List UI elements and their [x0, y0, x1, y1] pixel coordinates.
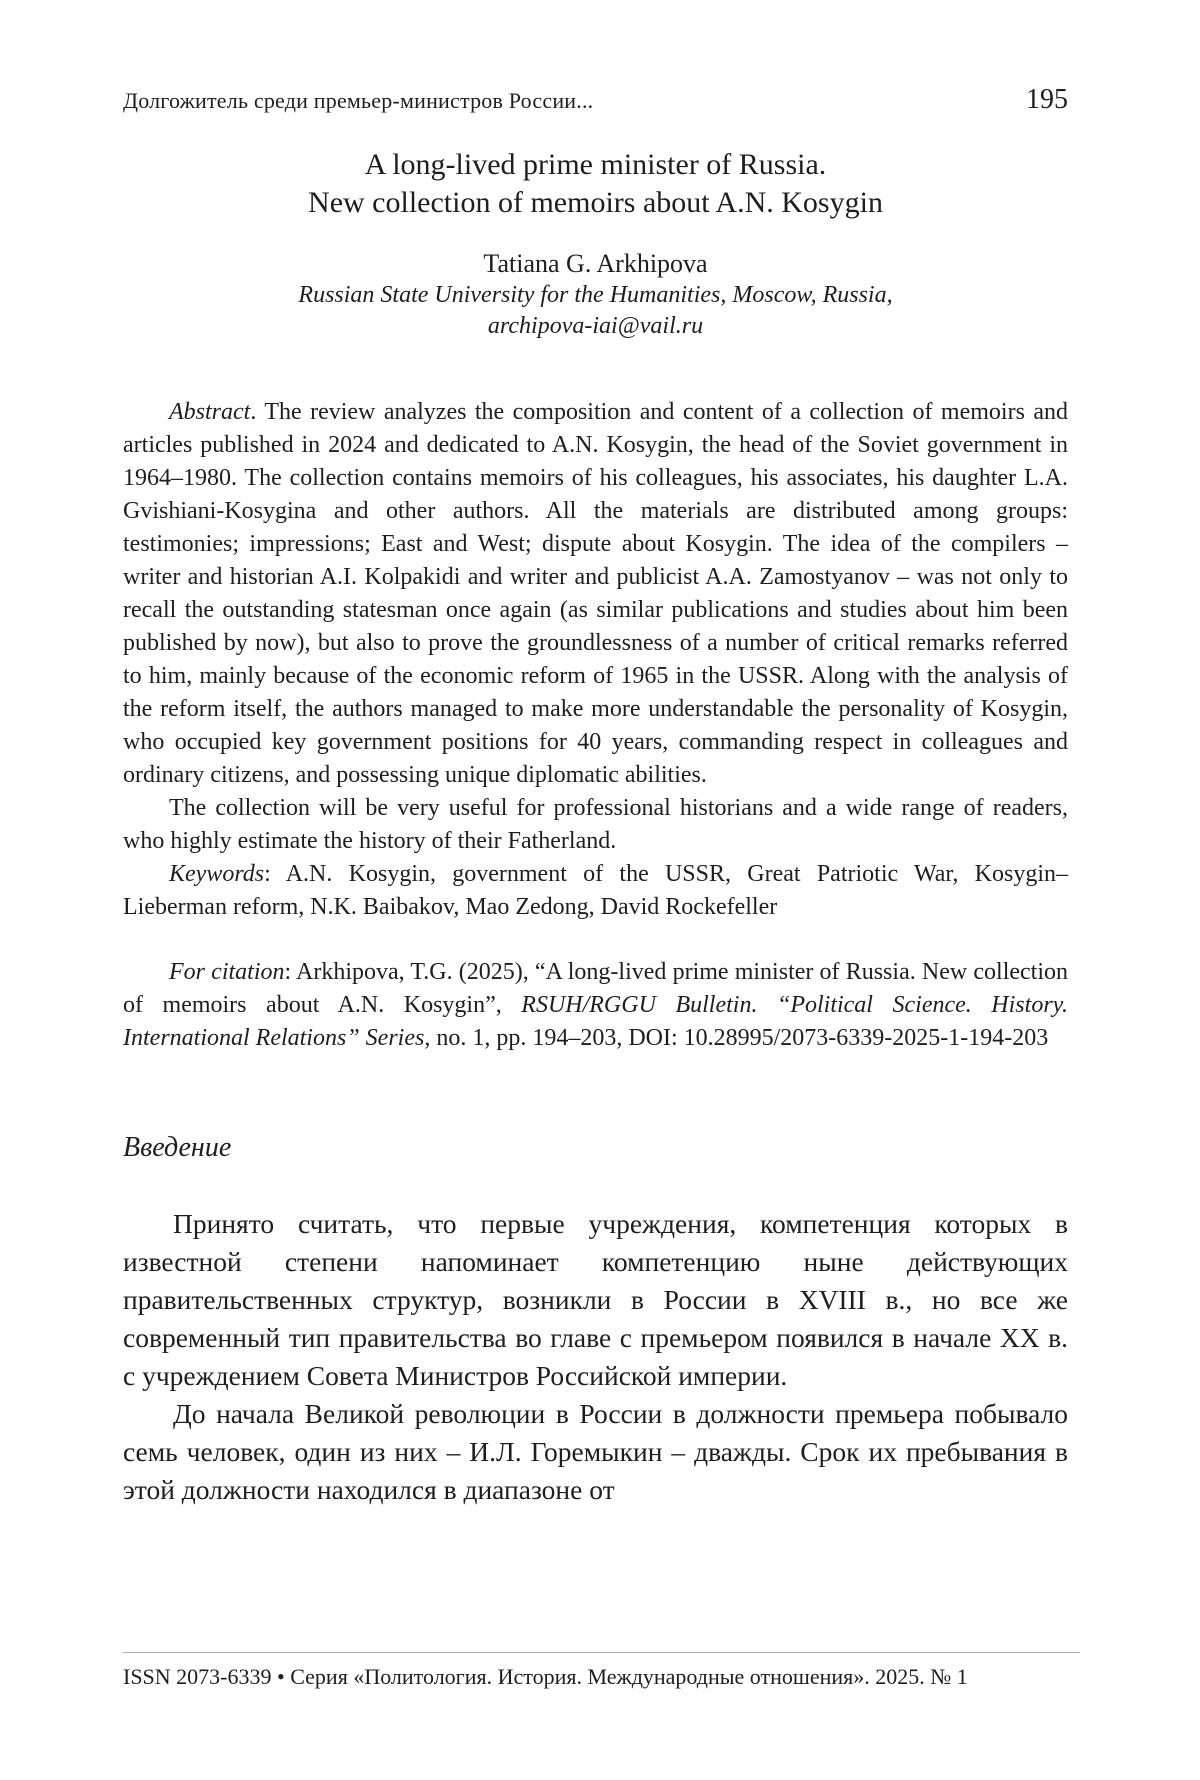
abstract-block	[123, 396, 1068, 924]
abstract-text: . The review analyzes the composition and content of a collection of memoirs and articles published in 2024 and dedicated to A.N. Kosygin, the head of the Soviet government in 1964–1980. The collection contains memoirs of his colleagues, his associates, his daughter L.A. Gvishiani-Kosygina and other authors. All the materials are distributed among groups: testimonies; impressions; East and West; dispute about Kosygin. The idea of the compilers – writer and historian A.I. Kolpakidi and writer and publicist A.A. Zamostyanov – was not only to recall the outstanding statesman once again (as similar publications and studies about him been published by now), but also to prove the groundlessness of a number of critical remarks referred to him, mainly because of the economic reform of 1965 in the USSR. Along with the analysis of the reform itself, the authors managed to make more understandable the personality of Kosygin, who occupied key government positions for 40 years, commanding respect in colleagues and ordinary citizens, and possessing unique diplomatic abilities.	[123, 399, 1068, 788]
article-title-line1: A long-lived prime minister of Russia.	[364, 148, 827, 181]
footer-text: ISSN 2073-6339 • Серия «Политология. История. Международные отношения». 2025. № 1	[123, 1664, 968, 1689]
article-title	[123, 146, 1068, 222]
citation-journal-title: RSUH/RGGU Bulletin. “Political Science. History. International Relations” Series	[123, 992, 1068, 1051]
citation-text-1: : Arkhipova, T.G. (2025), “A long-lived prime minister of Russia. New collection of memoirs about A.N. Kosygin”,	[123, 959, 1069, 1018]
keywords-label: Keywords	[169, 861, 265, 887]
body-paragraph-2: До начала Великой революции в России в должности премьера побывало семь человек, один из них – И.Л. Горемыкин – дважды. Срок их пребывания в этой должности находился в диапазоне от	[123, 1398, 1068, 1505]
keywords-paragraph	[123, 858, 1068, 924]
author-email: archipova-iai@vail.ru	[487, 313, 704, 339]
citation-paragraph	[123, 956, 1068, 1055]
section-heading-introduction: Введение	[123, 1132, 232, 1163]
abstract-paragraph-2: The collection will be very useful for professional historians and a wide range of readers, who highly estimate the history of their Fatherland.	[123, 795, 1068, 854]
page-number: 195	[1026, 84, 1068, 115]
abstract-paragraph	[123, 396, 1068, 792]
page-footer	[123, 1652, 1080, 1691]
keywords-text: : A.N. Kosygin, government of the USSR, Great Patriotic War, Kosygin–Lieberman reform, N.K. Baibakov, Mao Zedong, David Rockefeller	[123, 861, 1068, 920]
article-title-line2: New collection of memoirs about A.N. Kosygin	[308, 186, 883, 219]
page-header	[123, 0, 1068, 116]
citation-text-2: , no. 1, pp. 194–203, DOI: 10.28995/2073-6339-2025-1-194-203	[424, 1025, 1049, 1051]
body-paragraph-1: Принято считать, что первые учреждения, компетенция которых в известной степени напоминает компетенцию ныне действующих правительственных структур, возникли в России в XVIII в., но все же современный тип правительства во главе с премьером появился в начале XX в. с учреждением Совета Министров Российской империи.	[123, 1208, 1068, 1391]
citation-label: For citation	[169, 959, 285, 985]
abstract-label: Abstract	[169, 399, 251, 425]
author-name: Tatiana G. Arkhipova	[483, 249, 708, 278]
author-affiliation: Russian State University for the Humanities, Moscow, Russia,	[298, 282, 893, 308]
running-title: Долгожитель среди премьер-министров России...	[123, 88, 594, 113]
introduction-body	[123, 1205, 1068, 1509]
citation-block	[123, 956, 1068, 1055]
